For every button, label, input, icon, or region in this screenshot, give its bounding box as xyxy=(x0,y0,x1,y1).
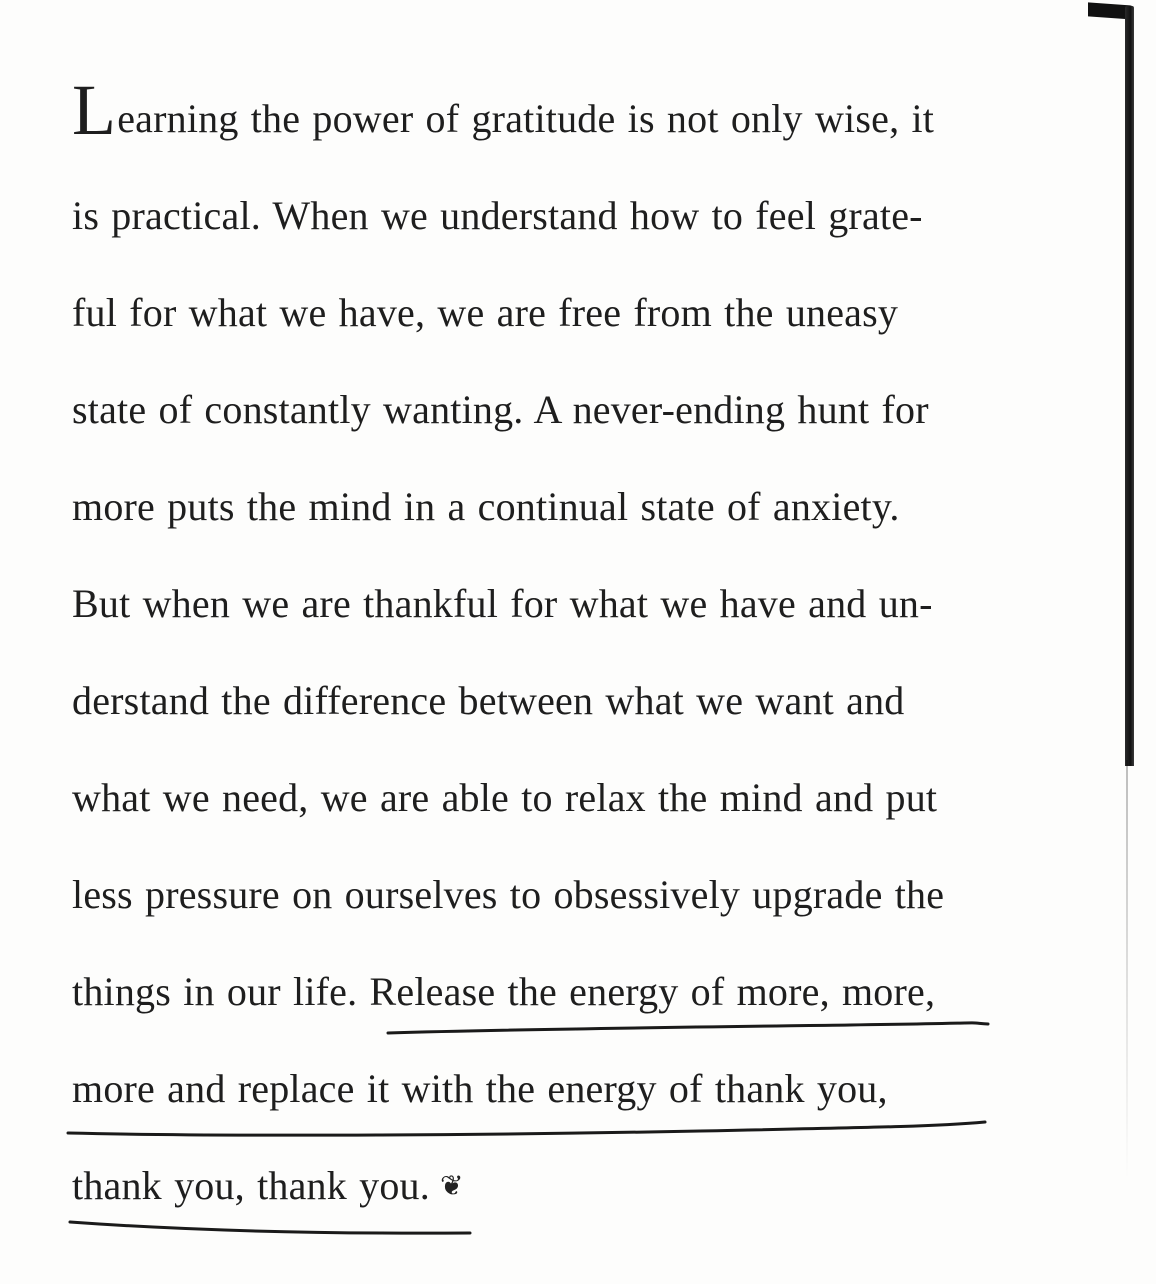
text-line-8: what we need, we are able to relax the mind and put xyxy=(72,775,938,820)
text-line-7: derstand the difference between what we want and xyxy=(72,678,905,723)
book-cover-edge xyxy=(1125,6,1134,766)
pen-underline-2 xyxy=(68,1122,985,1135)
pen-underline-1 xyxy=(388,1023,988,1033)
page-edge-shadow xyxy=(1126,760,1128,1180)
underlined-text-1: Release the energy of more, more, xyxy=(369,969,936,1014)
text-line-10 xyxy=(72,968,935,1016)
text-line-1 xyxy=(72,70,935,150)
pen-underline-3 xyxy=(70,1222,470,1233)
text-line-3: ful for what we have, we are free from the uneasy xyxy=(72,290,899,335)
text-line-4: state of constantly wanting. A never-ending hunt for xyxy=(72,387,929,432)
text-line-2: is practical. When we understand how to feel grate- xyxy=(72,193,923,238)
text-line-10-plain: things in our life. xyxy=(72,969,370,1014)
drop-cap: L xyxy=(72,70,117,150)
underlined-text-3: thank you, thank you. xyxy=(72,1163,430,1208)
text-line-5: more puts the mind in a continual state of anxiety. xyxy=(72,484,900,529)
text-line-1-rest: earning the power of gratitude is not only wise, it xyxy=(117,96,935,141)
leaf-ornament-icon: ❦ xyxy=(439,1169,464,1202)
text-line-9: less pressure on ourselves to obsessively upgrade the xyxy=(72,872,945,917)
text-line-12 xyxy=(72,1162,464,1210)
text-line-6: But when we are thankful for what we have and un- xyxy=(72,581,933,626)
underlined-text-2: more and replace it with the energy of thank you, xyxy=(72,1066,888,1111)
